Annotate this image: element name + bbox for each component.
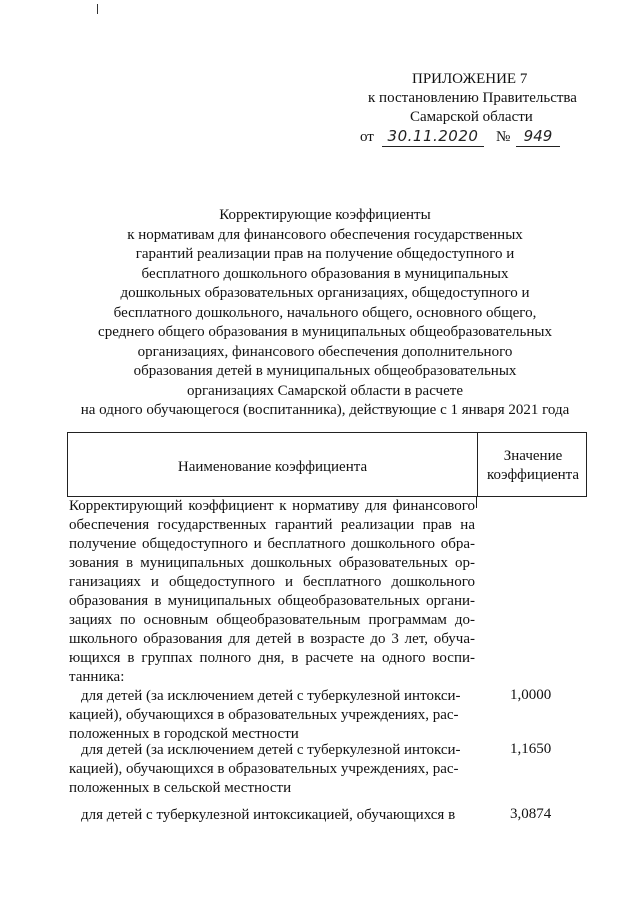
coefficients-table — [67, 432, 587, 497]
paragraph-line: ющихся в группах полного дня, в расчете на одного воспи- — [69, 650, 475, 666]
paragraph-line: Корректирующий коэффициент к нормативу для финансового — [69, 498, 475, 514]
title-line: среднего общего образования в муниципальных общеобразовательных — [98, 324, 552, 340]
from-label: от — [360, 129, 374, 145]
paragraph-line: танника: — [69, 669, 125, 685]
title-line: образования детей в муниципальных общеобразовательных — [133, 363, 517, 379]
coefficient-value: 1,1650 — [510, 741, 552, 757]
row-text-line: кацией), обучающихся в образовательных учреждениях, рас- — [69, 761, 459, 777]
title-line: дошкольных образовательных организациях, общедоступного и — [120, 285, 530, 301]
header-value-label: Значение — [503, 448, 563, 464]
table-row — [69, 687, 475, 744]
paragraph-line: обеспечения государственных гарантий реализации прав на — [69, 517, 475, 533]
title-line: организациях Самарской области в расчете — [187, 382, 463, 399]
intro-paragraph — [69, 497, 475, 687]
paragraph-line: школьного образования для детей в возрасте до 3 лет, обуча- — [69, 631, 475, 647]
column-divider — [476, 496, 477, 508]
handwritten-date: 30.11.2020 — [382, 127, 484, 147]
header-cell-name — [68, 433, 478, 496]
table-row — [69, 741, 475, 798]
row-text-line: для детей с туберкулезной интоксикацией, обучающихся в — [81, 807, 456, 823]
appendix-number: ПРИЛОЖЕНИЕ 7 — [412, 71, 528, 87]
document-title — [60, 206, 590, 421]
row-text-line: для детей (за исключением детей с туберкулезной интокси- — [81, 742, 461, 758]
title-line: гарантий реализации прав на получение общедоступного и — [135, 246, 515, 262]
row-text-line: кацией), обучающихся в образовательных учреждениях, рас- — [69, 707, 459, 723]
row-text-line: положенных в городской местности — [69, 726, 299, 742]
row-text-line: для детей (за исключением детей с туберкулезной интокси- — [81, 688, 461, 704]
title-line: бесплатного дошкольного, начального общего, основного общего, — [113, 304, 537, 321]
table-header — [67, 432, 587, 497]
paragraph-line: ганизациях и общедоступного и бесплатного дошкольного — [69, 574, 475, 590]
coefficient-value: 1,0000 — [510, 687, 552, 703]
appendix-date-line — [360, 127, 590, 149]
appendix-header — [360, 70, 590, 149]
title-line: к нормативам для финансового обеспечения государственных — [127, 226, 523, 243]
coefficient-value: 3,0874 — [510, 806, 552, 822]
header-cell-value — [478, 447, 588, 485]
header-value-label: коэффициента — [486, 467, 580, 483]
paragraph-line: зациях по основным общеобразовательным программам до- — [69, 612, 475, 628]
header-name-label: Наименование коэффициента — [177, 459, 368, 475]
table-row — [69, 806, 475, 825]
paragraph-line: получение общедоступного и бесплатного дошкольного обра- — [69, 536, 475, 552]
handwritten-number: 949 — [516, 127, 560, 147]
paragraph-line: зования в муниципальных дошкольных образовательных ор- — [69, 555, 475, 571]
appendix-region: Самарской области — [410, 109, 533, 125]
paragraph-line: образования в муниципальных общеобразовательных органи- — [69, 593, 475, 609]
number-label: № — [496, 129, 511, 145]
appendix-resolution-ref: к постановлению Правительства — [368, 90, 577, 106]
title-line: Корректирующие коэффициенты — [219, 207, 431, 223]
title-line: бесплатного дошкольного образования в муниципальных — [141, 265, 509, 282]
scan-mark — [97, 4, 98, 14]
title-line: организациях, финансового обеспечения дополнительного — [137, 343, 513, 360]
row-text-line: положенных в сельской местности — [69, 780, 292, 796]
title-line: на одного обучающегося (воспитанника), действующие с 1 января 2021 года — [80, 402, 570, 418]
